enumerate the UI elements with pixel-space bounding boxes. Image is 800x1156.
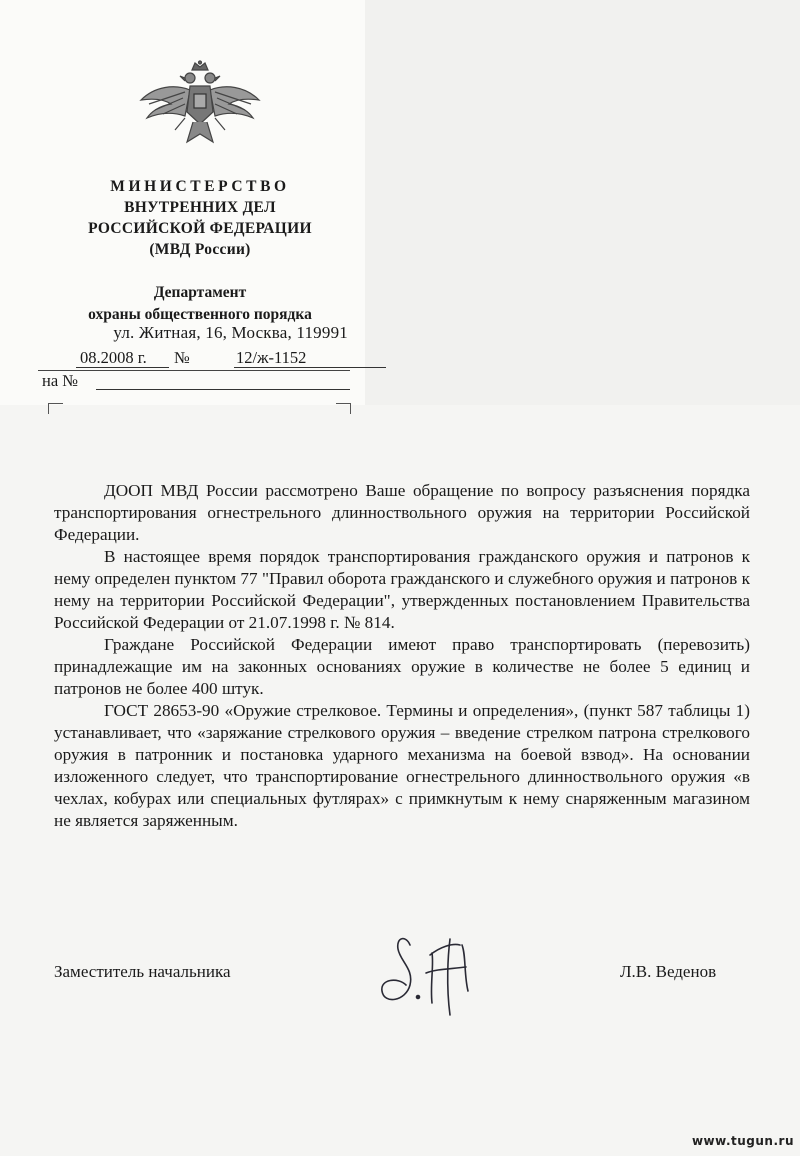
ministry-line-2: ВНУТРЕННИХ ДЕЛ xyxy=(124,199,276,216)
registration-number: 12/ж-1152 xyxy=(236,348,307,367)
department-line-2: охраны общественного порядка xyxy=(88,306,312,323)
signatory-name: Л.В. Веденов xyxy=(620,962,717,981)
address: ул. Житная, 16, Москва, 119991 xyxy=(113,323,348,342)
page-background-tint xyxy=(365,0,800,430)
ministry-line-3: РОССИЙСКОЙ ФЕДЕРАЦИИ xyxy=(88,220,312,237)
watermark: www.tugun.ru xyxy=(691,1134,794,1148)
paragraph-3: Граждане Российской Федерации имеют право транспортировать (перевозить) принадлежащие им на законных основаниях оружие в количестве не более 5 единиц и патронов не более 400 штук. xyxy=(54,635,750,698)
ministry-name xyxy=(30,176,370,260)
handwritten-signature-icon xyxy=(370,925,500,1025)
ministry-line-1: МИНИСТЕРСТВО xyxy=(110,178,290,195)
letterhead xyxy=(30,60,370,326)
number-underline xyxy=(234,367,386,368)
date-underline xyxy=(76,367,169,368)
registration-date: 08.2008 г. xyxy=(80,348,147,367)
paragraph-1: ДООП МВД России рассмотрено Ваше обращение по вопросу разъяснения порядка транспортирования огнестрельного длинноствольного оружия на территории Российской Федерации. xyxy=(54,481,750,544)
reply-to-underline xyxy=(96,389,350,390)
department-name xyxy=(30,282,370,326)
ministry-line-4: (МВД России) xyxy=(149,241,251,258)
department-line-1: Департамент xyxy=(153,284,247,301)
reply-to-label: на № xyxy=(42,371,79,390)
address-corner-right xyxy=(336,403,351,414)
paragraph-2: В настоящее время порядок транспортирования гражданского оружия и патронов к нему определен пунктом 77 "Правил оборота гражданского и служебного оружия и патронов к нему на территории Российской Федерации", утвержденных постановлением Правительства Российской Федерации от 21.07.1998 г. № 814. xyxy=(54,547,750,632)
reply-to-line xyxy=(42,371,352,393)
registration-line xyxy=(38,348,350,371)
double-headed-eagle-icon xyxy=(135,60,265,148)
letter-body xyxy=(54,480,750,832)
address-corner-left xyxy=(48,403,63,414)
registration-number-sign: № xyxy=(174,348,190,367)
paragraph-4: ГОСТ 28653-90 «Оружие стрелковое. Термины и определения», (пункт 587 таблицы 1) устанавливает, что «заряжание стрелкового оружия – введение стрелком патрона стрелкового оружия в патронник и постановка ударного механизма на боевой взвод». На основании изложенного следует, что транспортирование огнестрельного длинноствольного оружия «в чехлах, кобурах или специальных футлярах» с примкнутым к нему снаряженным магазином не является заряженным. xyxy=(54,701,750,830)
signatory-title: Заместитель начальника xyxy=(54,962,231,981)
